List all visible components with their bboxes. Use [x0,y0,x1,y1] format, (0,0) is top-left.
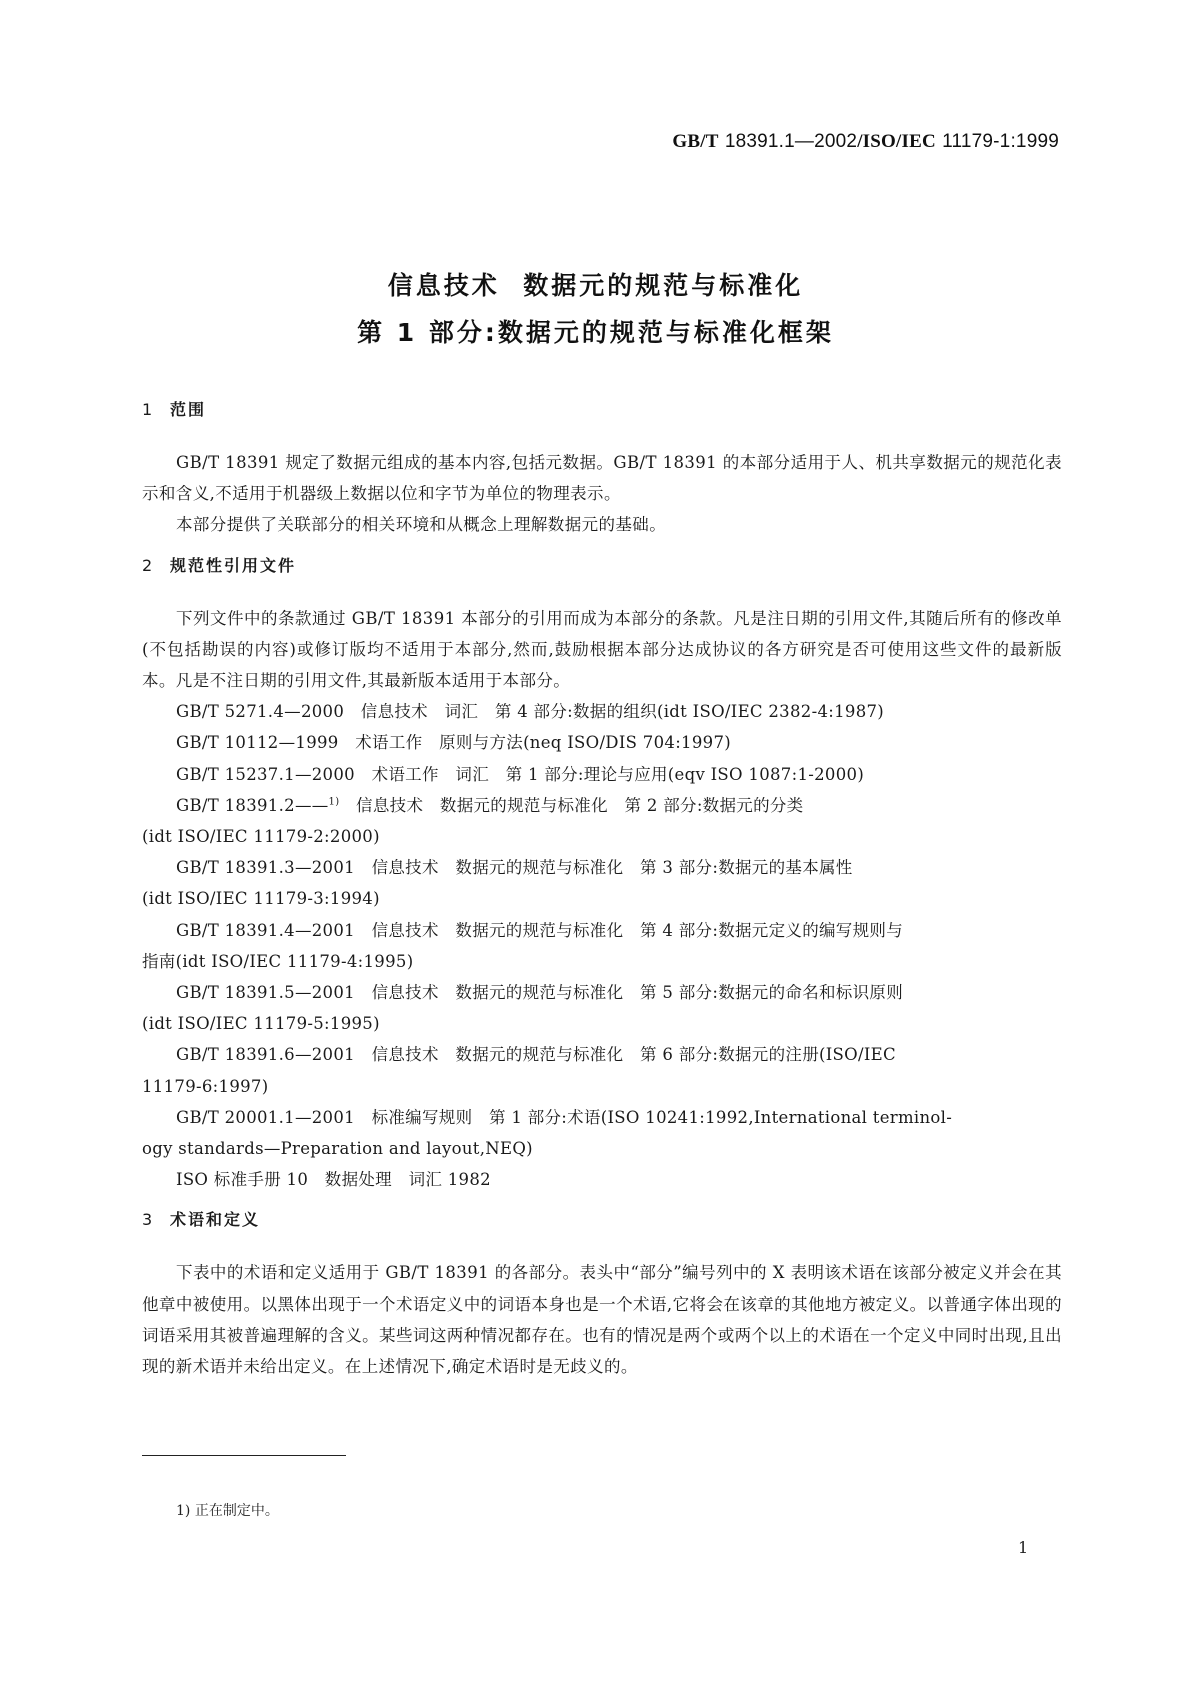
reference-list [142,696,1062,1195]
document-body [142,395,1062,1382]
section-number: 3 [142,1210,153,1230]
iso-number: 11179-1:1999 [942,131,1059,152]
std-number: 18391.1—2002 [724,131,858,152]
reference-item: GB/T 18391.6—2001 信息技术 数据元的规范与标准化 第 6 部分:数据元的注册(ISO/IEC [176,1045,896,1065]
section-title: 规范性引用文件 [170,555,297,575]
reference-item: GB/T 18391.4—2001 信息技术 数据元的规范与标准化 第 4 部分:数据元定义的编写规则与 [176,920,903,940]
section-heading-scope [142,395,1062,425]
section-title: 术语和定义 [170,1210,261,1230]
section-number: 2 [142,555,153,575]
std-separator: / [857,131,863,152]
page-number: 1 [1018,1538,1029,1557]
reference-item: GB/T 15237.1—2000 术语工作 词汇 第 1 部分:理论与应用(eqv ISO 1087:1-2000) [176,764,865,784]
footnote-marker: 1) [328,796,340,808]
title-line-1: 信息技术 数据元的规范与标准化 [387,271,804,300]
reference-item-continuation: 11179-6:1997) [142,1076,269,1096]
footnote-text: 正在制定中。 [194,1503,279,1519]
reference-item-continuation: (idt ISO/IEC 11179-3:1994) [142,889,380,909]
section-title: 范围 [170,400,207,419]
standard-code-header [672,130,1059,153]
std-prefix: GB/T [672,131,719,152]
reference-item: GB/T 5271.4—2000 信息技术 词汇 第 4 部分:数据的组织(idt ISO/IEC 2382-4:1987) [176,702,885,722]
footnote [176,1500,279,1520]
paragraph: GB/T 18391 规定了数据元组成的基本内容,包括元数据。GB/T 18391 的本部分适用于人、机共享数据元的规范化表示和含义,不适用于机器级上数据以位和字节为单位的物理表示。 [142,453,1062,504]
document-title [0,262,1191,356]
reference-item: GB/T 18391.3—2001 信息技术 数据元的规范与标准化 第 3 部分:数据元的基本属性 [176,858,853,878]
paragraph: 本部分提供了关联部分的相关环境和从概念上理解数据元的基础。 [176,515,667,535]
reference-item: GB/T 20001.1—2001 标准编写规则 第 1 部分:术语(ISO 10241:1992,International terminol- [176,1107,953,1127]
iso-prefix: ISO/IEC [862,131,936,152]
footnote-divider [142,1455,346,1456]
paragraph: 下表中的术语和定义适用于 GB/T 18391 的各部分。表头中“部分”编号列中的 X 表明该术语在该部分被定义并会在其他章中被使用。以黑体出现于一个术语定义中的词语本身也是一个术语,它将会在该章的其他地方被定义。以普通字体出现的词语采用其被普遍理解的含义。某些词这两种情况都存在。也有的情况是两个或两个以上的术语在一个定义中同时出现,且出现的新术语并未给出定义。在上述情况下,确定术语时是无歧义的。 [142,1263,1062,1377]
reference-item-continuation: 指南(idt ISO/IEC 11179-4:1995) [142,951,414,971]
reference-item-continuation: (idt ISO/IEC 11179-5:1995) [142,1014,380,1034]
reference-item: GB/T 10112—1999 术语工作 原则与方法(neq ISO/DIS 704:1997) [176,733,731,753]
reference-item: GB/T 18391.5—2001 信息技术 数据元的规范与标准化 第 5 部分:数据元的命名和标识原则 [176,983,903,1003]
reference-item-continuation: (idt ISO/IEC 11179-2:2000) [142,827,380,847]
section-heading-terms-definitions [142,1205,1062,1235]
reference-item-continuation: ogy standards—Preparation and layout,NEQ) [142,1139,533,1159]
title-line-2: 第 1 部分:数据元的规范与标准化框架 [357,318,834,347]
paragraph: 下列文件中的条款通过 GB/T 18391 本部分的引用而成为本部分的条款。凡是注日期的引用文件,其随后所有的修改单(不包括勘误的内容)或修订版均不适用于本部分,然而,鼓励根据本部分达成协议的各方研究是否可使用这些文件的最新版本。凡是不注日期的引用文件,其最新版本适用于本部分。 [142,608,1062,691]
reference-item: ISO 标准手册 10 数据处理 词汇 1982 [176,1170,491,1190]
reference-item: GB/T 18391.2——$^{1)}$ 信息技术 数据元的规范与标准化 第 2 部分:数据元的分类 [176,795,804,815]
section-heading-normative-references [142,551,1062,581]
section-number: 1 [142,400,153,419]
footnote-marker: 1) [176,1503,191,1519]
